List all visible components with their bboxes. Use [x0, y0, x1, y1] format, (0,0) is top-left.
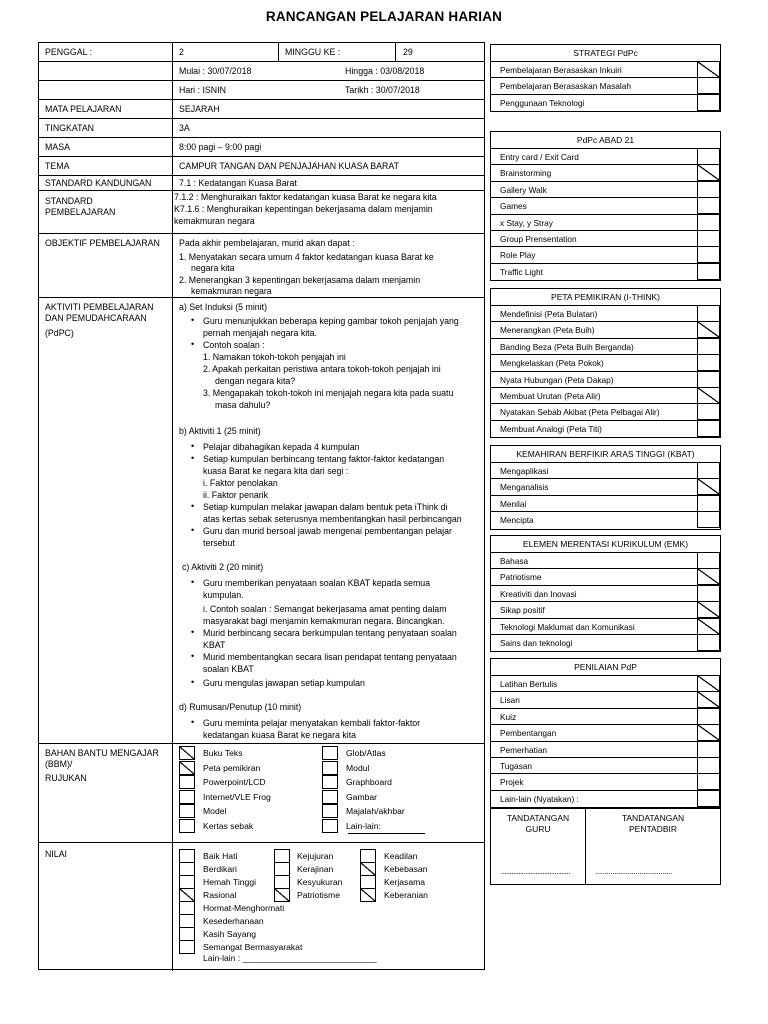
checkbox-kesyukuran[interactable] — [274, 875, 290, 889]
tick-checkbox[interactable] — [697, 634, 720, 651]
tandatangan-guru-label-2: GURU — [525, 824, 551, 834]
emk-item-label: Sikap positif — [500, 605, 545, 616]
tandatangan-pentadbir-label-2: PENTADBIR — [628, 824, 678, 834]
tick-checkbox[interactable] — [697, 263, 720, 280]
tick-checkbox[interactable] — [697, 790, 720, 807]
emk-item-label: Bahasa — [500, 556, 529, 566]
emk-panel — [490, 535, 721, 652]
kbat-item-label: Mencipta — [500, 515, 534, 526]
penilaian-item-latihan-bertulis — [491, 676, 720, 692]
tick-checkbox[interactable] — [697, 94, 720, 111]
sk-label: STANDARD KANDUNGAN — [45, 178, 152, 188]
checkbox-label: Lain-lain: — [346, 820, 381, 831]
aktiviti-1-heading: b) Aktiviti 1 (25 minit) — [179, 426, 261, 436]
ithink-item-label: Membuat Analogi (Peta Titi) — [500, 423, 602, 434]
checkbox-modul[interactable] — [322, 761, 338, 775]
bullet-icon: • — [191, 339, 195, 349]
abad21-item-label: Entry card / Exit Card — [500, 152, 579, 162]
checkbox-label: Kebebasan — [384, 864, 428, 874]
penilaian-item-label: Lisan — [500, 695, 520, 706]
sp-label-1: STANDARD — [45, 196, 93, 206]
mulai-text: Mulai : 30/07/2018 — [179, 66, 252, 76]
column-divider — [278, 43, 279, 62]
bullet-icon: • — [191, 315, 195, 325]
tandatangan-guru-label: TANDATANGAN — [506, 813, 570, 823]
ithink-item-membuat-urutan-peta-alir — [491, 388, 720, 404]
mata-label: MATA PELAJARAN — [45, 104, 122, 114]
checkbox-keberanian[interactable] — [360, 888, 376, 902]
aktiviti-text: kumpulan. — [203, 590, 244, 600]
ithink-item-label: Membuat Urutan (Peta Alir) — [500, 390, 601, 401]
abad21-title: PdPc ABAD 21 — [491, 132, 720, 149]
kbat-title: KEMAHIRAN BERFIKIR ARAS TINGGI (KBAT) — [491, 446, 720, 463]
ithink-item-membuat-analogi-peta-titi — [491, 421, 720, 437]
penilaian-item-kuiz — [491, 709, 720, 725]
checkbox-label: Graphboard — [346, 777, 392, 787]
aktiviti-text: Pelajar dibahagikan kepada 4 kumpulan — [203, 442, 360, 452]
aktiviti-text: 3. Mengapakah tokoh-tokoh ini menjajah negara kita pada suatu — [203, 388, 454, 398]
kbat-item-menganalisis — [491, 479, 720, 495]
checkbox-kebebasan[interactable] — [360, 862, 376, 876]
tick-checkbox[interactable] — [697, 462, 720, 479]
minggu-label: MINGGU KE : — [285, 47, 341, 57]
checkbox-semangat-bermasyarakat[interactable] — [179, 940, 195, 954]
tick-checkbox[interactable] — [697, 371, 720, 388]
bbm-label-2: (BBM)/ — [45, 759, 73, 769]
aktiviti-text: 2. Apakah perkaitan peristiwa antara tokoh-tokoh penjajah ini — [203, 364, 441, 374]
hari-text: Hari : ISNIN — [179, 85, 226, 95]
tick-checkbox[interactable] — [697, 511, 720, 528]
aktiviti-text: atas kertas sebak seterusnya membentangkan hasil perbincangan — [203, 514, 462, 524]
masa-value: 8:00 pagi – 9:00 pagi — [179, 142, 262, 152]
emk-item-kreativiti-dan-inovasi — [491, 586, 720, 602]
standard-kandungan-row — [39, 176, 484, 191]
abad21-item-role-play — [491, 247, 720, 263]
checkbox-buku-teks[interactable] — [179, 746, 195, 760]
tick-checkbox[interactable] — [697, 568, 720, 585]
ithink-item-banding-beza-peta-buih-berganda — [491, 339, 720, 355]
abad21-item-games — [491, 198, 720, 214]
penilaian-item-lisan — [491, 692, 720, 708]
checkbox-hemah-tinggi[interactable] — [179, 875, 195, 889]
ithink-panel — [490, 288, 721, 438]
tick-checkbox[interactable] — [697, 230, 720, 247]
abad21-item-label: Brainstorming — [500, 168, 552, 179]
ithink-item-label: Menerangkan (Peta Buih) — [500, 325, 595, 336]
tick-checkbox[interactable] — [697, 708, 720, 725]
aktiviti-label-1: AKTIVITI PEMBELAJARAN — [45, 302, 154, 312]
column-divider — [395, 43, 396, 62]
checkbox-baik-hati[interactable] — [179, 849, 195, 863]
emk-title: ELEMEN MERENTASI KURIKULUM (EMK) — [491, 536, 720, 553]
ithink-item-label: Mengkelaskan (Peta Pokok) — [500, 358, 604, 369]
aktiviti-text: Guru menunjukkan beberapa keping gambar tokoh penjajah yang — [203, 316, 459, 326]
bullet-icon: • — [191, 577, 195, 587]
checkbox-label: Peta pemikiran — [203, 762, 261, 773]
checkbox-label: Kesederhanaan — [203, 916, 264, 926]
abad21-item-x-stay-y-stray — [491, 215, 720, 231]
aktiviti-text: Guru meminta pelajar menyatakan kembali faktor-faktor — [203, 718, 421, 728]
penilaian-item-label: Tugasan — [500, 760, 532, 771]
signature-line-guru: ........................................ — [501, 867, 570, 876]
masa-row — [39, 138, 484, 157]
aktiviti-text: i. Contoh soalan : Semangat bekerjasama amat penting dalam — [203, 604, 447, 614]
bullet-icon: • — [191, 627, 195, 637]
checkbox-label: Glob/Atlas — [346, 748, 386, 758]
tick-checkbox[interactable] — [697, 246, 720, 263]
checkbox-majalah-akhbar[interactable] — [322, 804, 338, 818]
aktiviti-2-heading: c) Aktiviti 2 (20 minit) — [182, 562, 264, 572]
tick-checkbox[interactable] — [697, 214, 720, 231]
ithink-item-label: Mendefinisi (Peta Bulatan) — [500, 309, 598, 319]
abad21-item-brainstorming — [491, 165, 720, 181]
ithink-item-nyata-hubungan-peta-dakap — [491, 372, 720, 388]
objektif-item-2: 2. Menerangkan 3 kepentingan bekerjasama dalam menjamin — [179, 275, 421, 285]
kbat-item-label: Menilai — [500, 498, 527, 509]
lain-lain-line — [348, 833, 425, 834]
objektif-row — [39, 234, 484, 298]
abad21-item-label: Role Play — [500, 250, 536, 261]
checkbox-label: Internet/VLE Frog — [203, 791, 271, 802]
checkbox-label: Kasih Sayang — [203, 929, 257, 939]
bullet-icon: • — [191, 441, 195, 451]
tick-checkbox[interactable] — [697, 77, 720, 94]
checkbox-label: Gambar — [346, 791, 378, 802]
bullet-icon: • — [191, 453, 195, 463]
checkbox-model[interactable] — [179, 804, 195, 818]
kbat-item-label: Menganalisis — [500, 482, 549, 493]
tick-checkbox[interactable] — [697, 420, 720, 437]
kbat-item-mencipta — [491, 512, 720, 528]
ithink-item-mengkelaskan-peta-pokok — [491, 355, 720, 371]
bullet-icon: • — [191, 525, 195, 535]
penilaian-item-projek — [491, 774, 720, 790]
tandatangan-pentadbir-label: TANDATANGAN — [621, 813, 685, 823]
aktiviti-text: soalan KBAT — [203, 664, 254, 674]
bullet-icon: • — [191, 717, 195, 727]
masa-label: MASA — [45, 142, 70, 152]
penilaian-panel — [490, 658, 721, 808]
abad21-item-label: x Stay, y Stray — [500, 217, 553, 228]
emk-item-sikap-positif — [491, 602, 720, 618]
ithink-item-label: Nyata Hubungan (Peta Dakap) — [500, 374, 614, 385]
checkbox-label: Keberanian — [384, 890, 428, 900]
emk-item-label: Kreativiti dan Inovasi — [500, 588, 577, 599]
objektif-item-1b: negara kita — [191, 263, 235, 273]
tick-checkbox[interactable] — [697, 387, 720, 404]
emk-item-label: Teknologi Maklumat dan Komunikasi — [500, 621, 635, 632]
aktiviti-text: 1. Namakan tokoh-tokoh penjajah ini — [203, 352, 346, 362]
tick-checkbox[interactable] — [697, 757, 720, 774]
checkbox-label: Kejujuran — [297, 851, 334, 861]
strategi-item-pembelajaran-berasaskan-masalah — [491, 78, 720, 94]
tick-checkbox[interactable] — [697, 61, 720, 78]
emk-item-label: Patriotisme — [500, 572, 542, 583]
objektif-label: OBJEKTIF PEMBELAJARAN — [45, 238, 160, 248]
aktiviti-text: kedatangan kuasa Barat ke negara kita — [203, 730, 357, 740]
penilaian-item-label: Pembentangan — [500, 728, 557, 739]
penilaian-item-pemerhatian — [491, 742, 720, 758]
abad21-panel — [490, 131, 721, 281]
strategi-item-label: Pembelajaran Berasaskan Masalah — [500, 81, 631, 92]
tema-row — [39, 157, 484, 176]
ithink-item-label: Nyatakan Sebab Akibat (Peta Pelbagai Alir) — [500, 407, 660, 418]
penilaian-item-label: Lain-lain (Nyatakan) : — [500, 793, 579, 804]
tick-checkbox[interactable] — [697, 164, 720, 181]
penilaian-item-label: Pemerhatian — [500, 744, 548, 755]
tick-checkbox[interactable] — [697, 305, 720, 322]
abad21-item-entry-card-exit-card — [491, 149, 720, 165]
mata-value: SEJARAH — [179, 104, 220, 114]
aktiviti-text: Guru memberikan penyataan soalan KBAT kepada semua — [203, 578, 431, 588]
checkbox-label: Kertas sebak — [203, 820, 254, 831]
checkbox-internet-vle-frog[interactable] — [179, 790, 195, 804]
checkbox-berdikari[interactable] — [179, 862, 195, 876]
strategi-item-label: Pembelajaran Berasaskan Inkuiri — [500, 65, 622, 75]
tarikh-row-1 — [39, 62, 484, 81]
bbm-label-3: RUJUKAN — [45, 773, 87, 783]
column-divider — [172, 43, 173, 971]
checkbox-peta-pemikiran[interactable] — [179, 761, 195, 775]
checkbox-kerajinan[interactable] — [274, 862, 290, 876]
kbat-item-mengaplikasi — [491, 463, 720, 479]
checkbox-label: Rasional — [203, 890, 237, 900]
lesson-plan-table — [38, 42, 485, 970]
tarikh-text: Tarikh : 30/07/2018 — [345, 85, 420, 95]
tick-checkbox[interactable] — [697, 321, 720, 338]
checkbox-hormat-menghormati[interactable] — [179, 901, 195, 915]
checkbox-label: Hemah Tinggi — [203, 877, 257, 887]
aktiviti-text: Guru mengulas jawapan setiap kumpulan — [203, 678, 365, 688]
nilai-row — [39, 843, 484, 971]
aktiviti-text: Contoh soalan : — [203, 340, 265, 350]
tick-checkbox[interactable] — [697, 552, 720, 569]
emk-item-sains-dan-teknologi — [491, 635, 720, 651]
checkbox-keadilan[interactable] — [360, 849, 376, 863]
tick-checkbox[interactable] — [697, 338, 720, 355]
abad21-item-label: Games — [500, 201, 527, 212]
nilai-label: NILAI — [45, 849, 68, 859]
tick-checkbox[interactable] — [697, 724, 720, 741]
tick-checkbox[interactable] — [697, 741, 720, 758]
minggu-value: 29 — [403, 47, 413, 57]
aktiviti-text: i. Faktor penolakan — [203, 478, 278, 488]
checkbox-gambar[interactable] — [322, 790, 338, 804]
objektif-item-1: 1. Menyatakan secara umum 4 faktor kedatangan kuasa Barat ke — [179, 252, 434, 262]
aktiviti-text: masyarakat bagi menjamin kemakmuran negara. Bincangkan. — [203, 616, 445, 626]
emk-item-teknologi-maklumat-dan-komunikasi — [491, 619, 720, 635]
checkbox-label: Majalah/akhbar — [346, 806, 405, 816]
strategi-title: STRATEGI PdPc — [491, 45, 720, 62]
abad21-item-gallery-walk — [491, 182, 720, 198]
checkbox-label: Patriotisme — [297, 890, 340, 900]
checkbox-kesederhanaan[interactable] — [179, 914, 195, 928]
checkbox-kerjasama[interactable] — [360, 875, 376, 889]
penilaian-item-label: Projek — [500, 777, 524, 788]
bullet-icon: • — [191, 651, 195, 661]
set-induksi-heading: a) Set Induksi (5 minit) — [179, 302, 267, 312]
emk-item-patriotisme — [491, 569, 720, 585]
checkbox-label: Kerjasama — [384, 877, 426, 887]
aktiviti-text: pernah menjajah negara kita. — [203, 328, 317, 338]
penggal-value: 2 — [179, 47, 184, 57]
penggal-row — [39, 43, 484, 62]
checkbox-label: Kesyukuran — [297, 877, 343, 887]
strategi-item-pembelajaran-berasaskan-inkuiri — [491, 62, 720, 78]
checkbox-kasih-sayang[interactable] — [179, 927, 195, 941]
tick-checkbox[interactable] — [697, 691, 720, 708]
checkbox-kertas-sebak[interactable] — [179, 819, 195, 833]
page-title: RANCANGAN PELAJARAN HARIAN — [265, 9, 503, 24]
tick-checkbox[interactable] — [697, 675, 720, 692]
aktiviti-label-2: DAN PEMUDAHCARAAN — [45, 313, 147, 323]
checkbox-lain-lain[interactable] — [322, 819, 338, 833]
standard-pembelajaran-row — [39, 191, 484, 234]
tick-checkbox[interactable] — [697, 601, 720, 618]
strategi-item-label: Penggunaan Teknologi — [500, 97, 585, 108]
checkbox-kejujuran[interactable] — [274, 849, 290, 863]
objektif-intro: Pada akhir pembelajaran, murid akan dapat : — [179, 238, 355, 248]
bullet-icon: • — [191, 501, 195, 511]
penilaian-item-label: Latihan Bertulis — [500, 679, 558, 689]
checkbox-label: Kerajinan — [297, 864, 334, 874]
penilaian-item-label: Kuiz — [500, 711, 517, 722]
checkbox-glob-atlas[interactable] — [322, 746, 338, 760]
tingkatan-label: TINGKATAN — [45, 123, 95, 133]
tick-checkbox[interactable] — [697, 585, 720, 602]
strategi-panel — [490, 44, 721, 112]
nilai-lain-lain: Lain-lain : ____________________________ — [203, 953, 377, 963]
tema-value: CAMPUR TANGAN DAN PENJAJAHAN KUASA BARAT — [179, 161, 399, 171]
tick-checkbox[interactable] — [697, 181, 720, 198]
aktiviti-text: ii. Faktor penarik — [203, 490, 269, 500]
tick-checkbox[interactable] — [697, 773, 720, 790]
tandatangan-panel — [490, 808, 721, 885]
sk-value: 7.1 : Kedatangan Kuasa Barat — [179, 178, 297, 188]
kbat-item-menilai — [491, 496, 720, 512]
abad21-item-label: Gallery Walk — [500, 184, 547, 195]
ithink-item-label: Banding Beza (Peta Buih Berganda) — [500, 341, 634, 352]
aktiviti-text: kuasa Barat ke negara kita dari segi : — [203, 466, 349, 476]
penilaian-item-pembentangan — [491, 725, 720, 741]
checkbox-label: Semangat Bermasyarakat — [203, 942, 303, 952]
penilaian-item-lain-lain-nyatakan — [491, 791, 720, 807]
sp-line-1: 7.1.2 : Menghuraikan faktor kedatangan kuasa Barat ke negara kita — [174, 192, 437, 202]
checkbox-powerpoint-lcd[interactable] — [179, 775, 195, 789]
sp-line-3: kemakmuran negara — [174, 216, 255, 226]
hingga-text: Hingga : 03/08/2018 — [345, 66, 425, 76]
aktiviti-text: Murid membentangkan secara lisan pendapat tentang penyataan — [203, 652, 457, 662]
abad21-item-traffic-light — [491, 264, 720, 280]
bullet-icon: • — [191, 677, 195, 687]
objektif-item-2b: kemakmuran negara — [191, 286, 272, 296]
tick-checkbox[interactable] — [697, 495, 720, 512]
kbat-panel — [490, 445, 721, 530]
tingkatan-row — [39, 119, 484, 138]
checkbox-label: Baik Hati — [203, 851, 238, 861]
sp-label-2: PEMBELAJARAN — [45, 207, 116, 217]
emk-item-label: Sains dan teknologi — [500, 637, 573, 648]
bbm-row — [39, 744, 484, 843]
checkbox-label: Hormat-Menghormati — [203, 903, 285, 913]
tarikh-row-2 — [39, 81, 484, 100]
tick-checkbox[interactable] — [697, 403, 720, 420]
checkbox-label: Keadilan — [384, 851, 418, 861]
aktiviti-text: tersebut — [203, 538, 235, 548]
penilaian-item-tugasan — [491, 758, 720, 774]
mata-pelajaran-row — [39, 100, 484, 119]
checkbox-label: Berdikari — [203, 864, 237, 874]
abad21-item-label: Group Prensentation — [500, 233, 577, 244]
signature-line-pentadbir: ........................................ — [595, 867, 672, 876]
aktiviti-text: Setiap kumpulan melakar jawapan dalam bentuk peta iThink di — [203, 502, 448, 512]
checkbox-patriotisme[interactable] — [274, 888, 290, 902]
abad21-item-group-prensentation — [491, 231, 720, 247]
bbm-label-1: BAHAN BANTU MENGAJAR — [45, 748, 159, 758]
aktiviti-text: Guru dan murid bersoal jawab mengenai pembentangan pelajar — [203, 526, 452, 536]
aktiviti-text: Murid berbincang secara berkumpulan tentang penyataan soalan — [203, 628, 457, 638]
ithink-title: PETA PEMIKIRAN (I-THINK) — [491, 289, 720, 306]
ithink-item-nyatakan-sebab-akibat-peta-pelbagai-alir — [491, 404, 720, 420]
ithink-item-mendefinisi-peta-bulatan — [491, 306, 720, 322]
kbat-item-label: Mengaplikasi — [500, 466, 549, 476]
tick-checkbox[interactable] — [697, 478, 720, 495]
aktiviti-text: Setiap kumpulan berbincang tentang faktor-faktor kedatangan — [203, 454, 445, 464]
tick-checkbox[interactable] — [697, 197, 720, 214]
tick-checkbox[interactable] — [697, 354, 720, 371]
aktiviti-row — [39, 298, 484, 744]
penggal-label: PENGGAL : — [45, 47, 93, 57]
aktiviti-text: KBAT — [203, 640, 226, 650]
rumusan-heading: d) Rumusan/Penutup (10 minit) — [179, 702, 302, 712]
aktiviti-text: dengan negara kita? — [215, 376, 296, 386]
emk-item-bahasa — [491, 553, 720, 569]
checkbox-graphboard[interactable] — [322, 775, 338, 789]
tick-checkbox[interactable] — [697, 148, 720, 165]
tick-checkbox[interactable] — [697, 618, 720, 635]
abad21-item-label: Traffic Light — [500, 266, 543, 277]
strategi-item-penggunaan-teknologi — [491, 95, 720, 111]
checkbox-label: Model — [203, 806, 227, 816]
aktiviti-label-3: (PdPC) — [45, 328, 74, 338]
checkbox-label: Powerpoint/LCD — [203, 777, 266, 787]
sp-line-2: K7.1.6 : Menghuraikan kepentingan bekerjasama dalam menjamin — [174, 204, 433, 214]
tema-label: TEMA — [45, 161, 70, 171]
aktiviti-text: masa dahulu? — [215, 400, 271, 410]
ithink-item-menerangkan-peta-buih — [491, 322, 720, 338]
penilaian-title: PENILAIAN PdP — [491, 659, 720, 676]
tingkatan-value: 3A — [179, 123, 190, 133]
checkbox-rasional[interactable] — [179, 888, 195, 902]
checkbox-label: Modul — [346, 762, 370, 773]
checkbox-label: Buku Teks — [203, 748, 243, 758]
